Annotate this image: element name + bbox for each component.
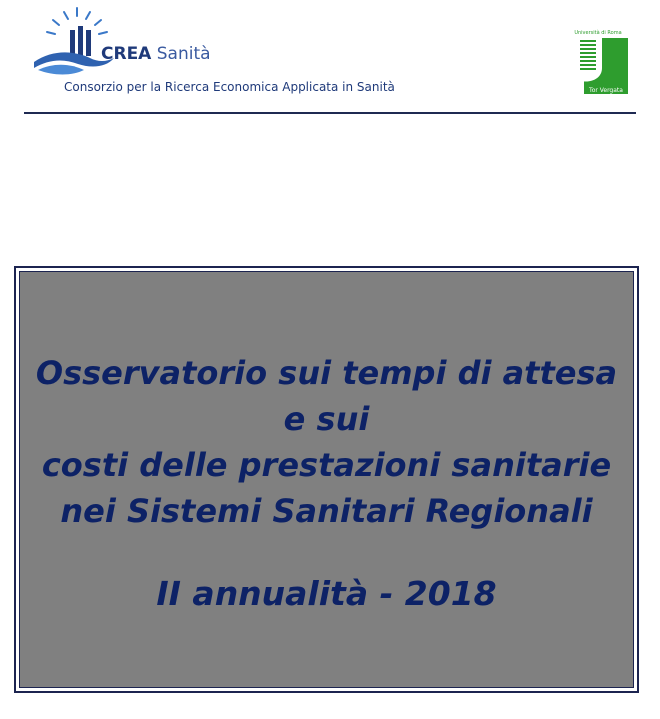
crea-brand-light: Sanità [156,44,211,64]
university-bottom-text: Tor Vergata [589,87,623,94]
title-line-1: Osservatorio sui tempi di attesa [35,354,618,392]
title-line-3: costi delle prestazioni sanitarie [41,446,612,484]
title-line-4: nei Sistemi Sanitari Regionali [60,492,593,530]
report-title [20,350,633,534]
tor-vergata-logo [566,28,630,96]
title-panel [14,266,639,693]
header-divider [24,112,636,114]
title-line-2: e sui [283,400,370,438]
page-header [0,0,660,115]
crea-brand-bold: CREA [101,44,152,64]
crea-sun-wave-logo [32,6,122,80]
consortium-tagline: Consorzio per la Ricerca Economica Applicata in Sanità [64,80,395,94]
report-edition: II annualità - 2018 [156,574,497,613]
crea-brand-name [101,44,211,64]
university-top-text: Università di Roma [574,30,622,36]
title-panel-fill [19,271,634,688]
